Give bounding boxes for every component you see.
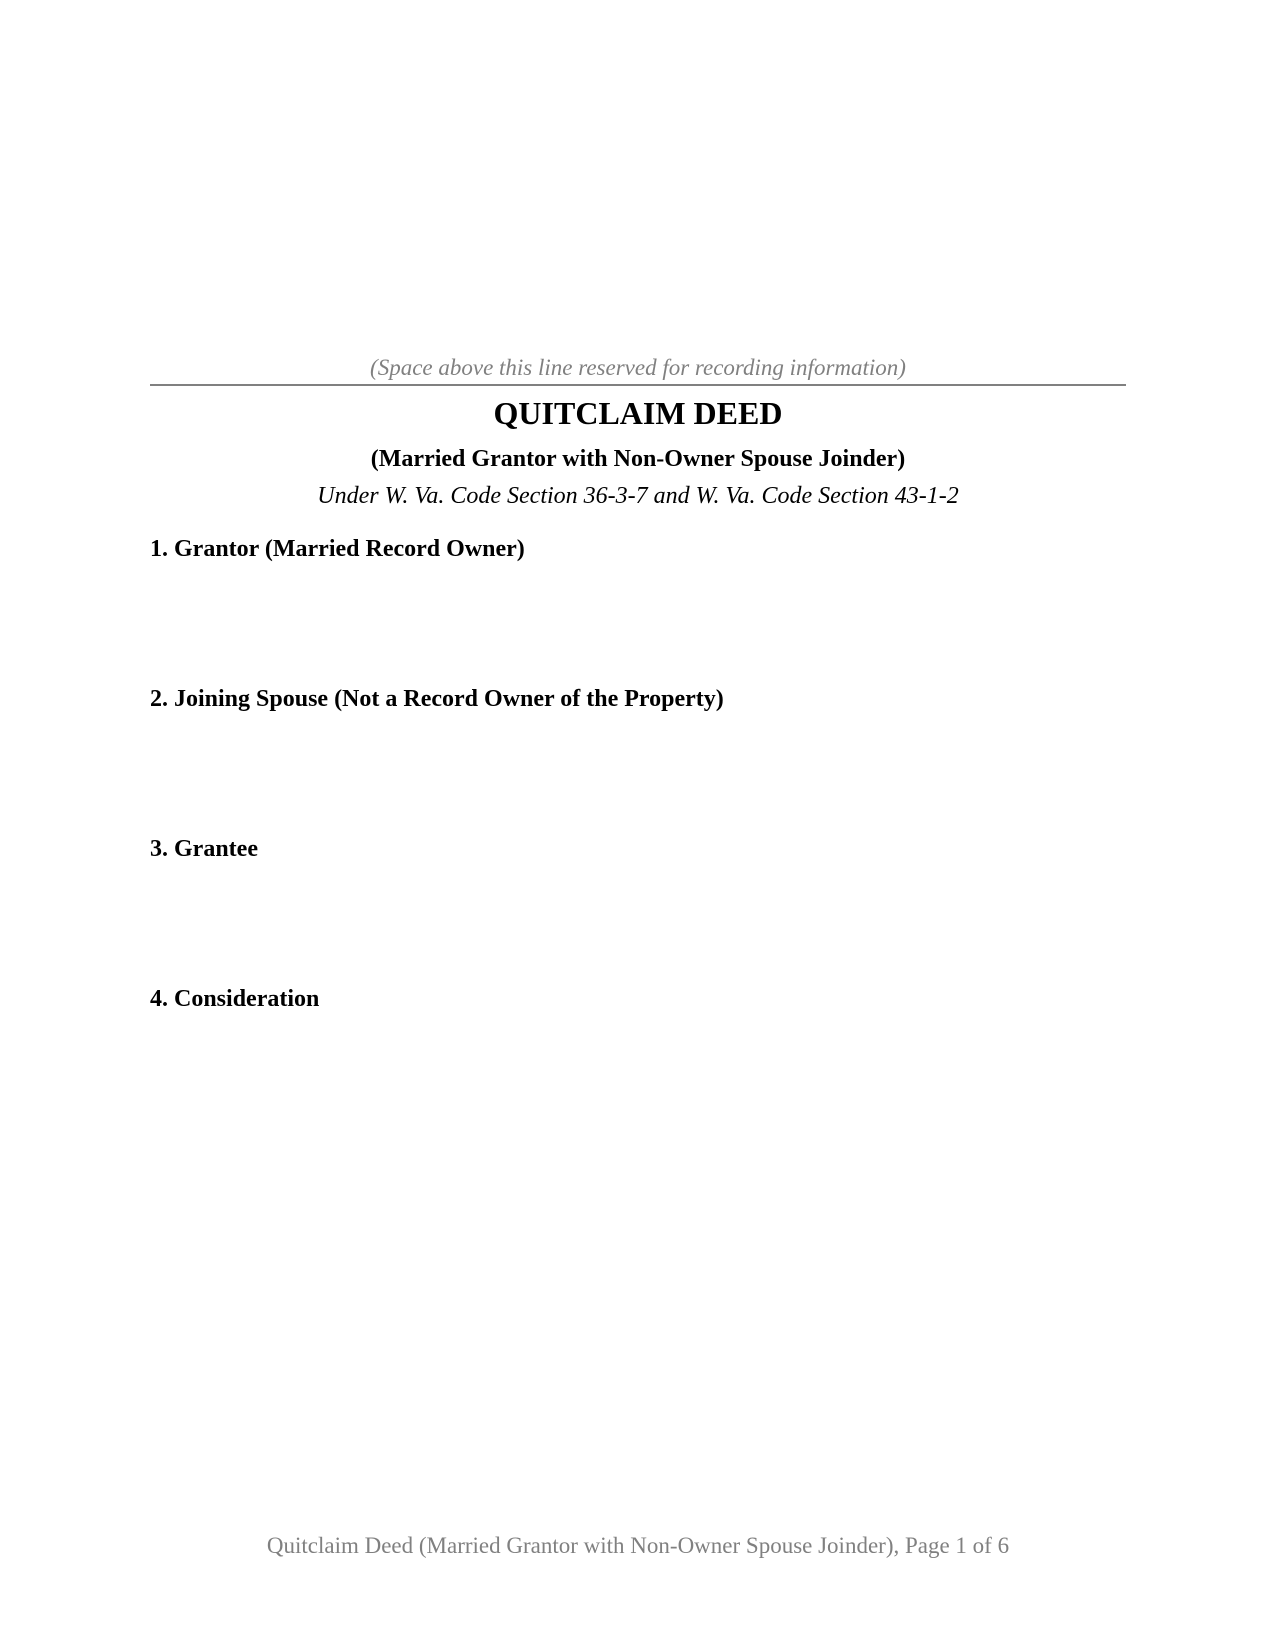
page-footer: Quitclaim Deed (Married Grantor with Non-Owner Spouse Joinder), Page 1 of 6	[266, 1533, 1010, 1558]
document-title: QUITCLAIM DEED	[493, 395, 783, 431]
section-heading-grantee: 3. Grantee	[150, 836, 258, 862]
document-subtitle: (Married Grantor with Non-Owner Spouse Joinder)	[370, 446, 906, 472]
section-heading-grantor: 1. Grantor (Married Record Owner)	[150, 536, 525, 562]
section-heading-joining-spouse: 2. Joining Spouse (Not a Record Owner of the Property)	[150, 686, 724, 712]
recording-space-note: (Space above this line reserved for recording information)	[370, 355, 906, 380]
statute-reference: Under W. Va. Code Section 36-3-7 and W. Va. Code Section 43-1-2	[317, 483, 959, 509]
section-heading-consideration: 4. Consideration	[150, 986, 320, 1012]
recording-divider	[150, 384, 1126, 386]
